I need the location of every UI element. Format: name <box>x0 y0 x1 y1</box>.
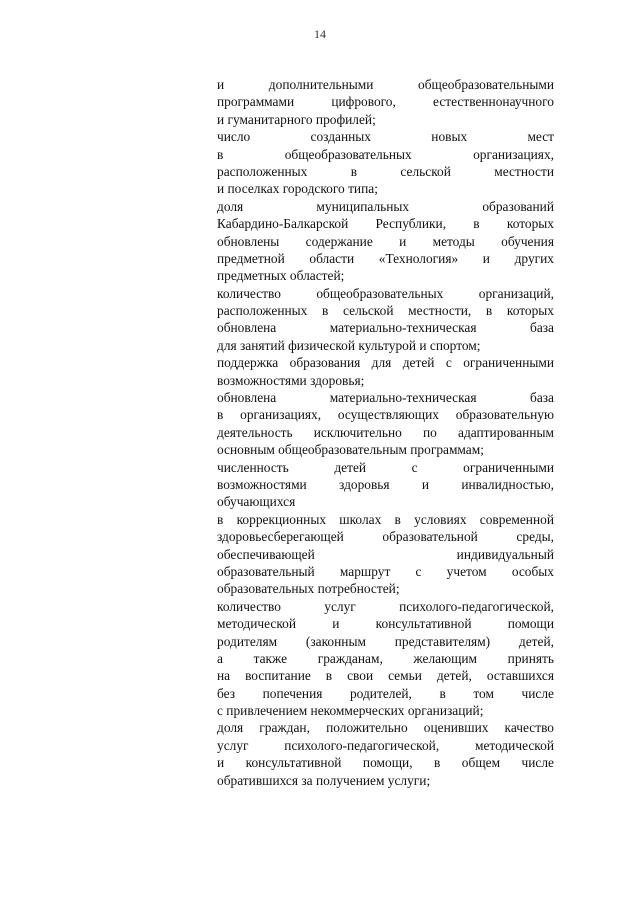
text-line: численность детей с ограниченными <box>217 459 554 475</box>
text-line: деятельность исключительно по адаптированным <box>217 424 554 440</box>
text-line: в общеобразовательных организациях, <box>217 146 554 162</box>
text-line: услуг психолого-педагогической, методической <box>217 737 554 753</box>
text-line: и консультативной помощи, в общем числе <box>217 755 554 771</box>
text-line: программами цифрового, естественнонаучного <box>217 94 554 110</box>
text-line: в организациях, осуществляющих образовательную <box>217 407 554 423</box>
text-line: расположенных в сельской местности <box>217 163 554 179</box>
text-line: обновлены содержание и методы обучения <box>217 233 554 249</box>
text-line: доля граждан, положительно оценивших качество <box>217 720 554 736</box>
text-line: обеспечивающей индивидуальный <box>217 546 554 562</box>
text-line: и дополнительными общеобразовательными <box>217 77 554 92</box>
text-line: и гуманитарного профилей; <box>217 111 376 127</box>
text-line: без попечения родителей, в том числе <box>217 685 554 701</box>
text-line: Кабардино-Балкарской Республики, в которых <box>217 216 554 232</box>
text-line: обновлена материально-техническая база <box>217 320 554 336</box>
text-line: предметных областей; <box>217 268 345 284</box>
text-line: количество услуг психолого-педагогической, <box>217 598 554 614</box>
text-line: методической и консультативной помощи <box>217 616 554 632</box>
text-line: на воспитание в свои семьи детей, оставшихся <box>217 668 554 684</box>
text-line: количество общеобразовательных организаций, <box>217 285 554 301</box>
document-text <box>217 76 554 789</box>
text-line: обновлена материально-техническая база <box>217 390 554 406</box>
text-line: образовательный маршрут с учетом особых <box>217 563 554 579</box>
text-line: доля муниципальных образований <box>217 198 554 214</box>
text-line: возможностями здоровья; <box>217 372 365 388</box>
text-line: в коррекционных школах в условиях современной <box>217 511 554 527</box>
text-line: обратившихся за получением услуги; <box>217 772 431 788</box>
text-line: а также гражданам, желающим принять <box>217 650 554 666</box>
text-line: поддержка образования для детей с ограниченными <box>217 355 554 371</box>
text-line: обучающихся <box>217 494 296 510</box>
text-line: здоровьесберегающей образовательной среды, <box>217 529 554 545</box>
text-line: с привлечением некоммерческих организаций; <box>217 703 484 719</box>
text-line: для занятий физической культурой и спортом; <box>217 337 481 353</box>
text-line: число созданных новых мест <box>217 129 554 145</box>
text-line: и поселках городского типа; <box>217 181 378 197</box>
text-line: родителям (законным представителям) детей, <box>217 633 554 649</box>
text-line: возможностями здоровья и инвалидностью, <box>217 476 554 492</box>
text-line: предметной области «Технология» и других <box>217 250 554 266</box>
text-line: основным общеобразовательным программам; <box>217 442 484 458</box>
text-line: расположенных в сельской местности, в которых <box>217 303 554 319</box>
text-line: образовательных потребностей; <box>217 581 400 597</box>
page-number: 14 <box>314 27 326 41</box>
